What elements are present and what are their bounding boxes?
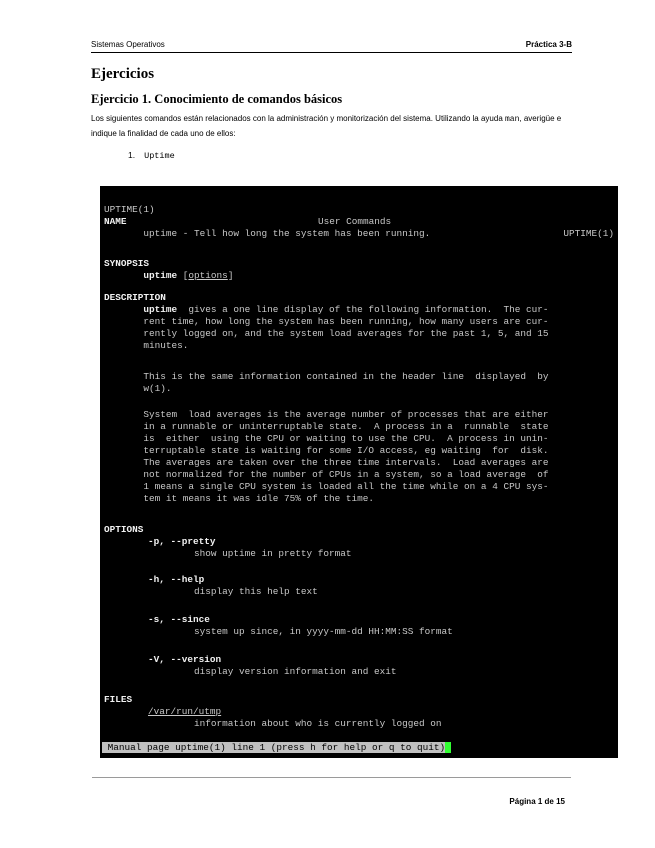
man-header-left: UPTIME(1)	[104, 204, 155, 215]
name-heading: NAME	[104, 216, 127, 227]
description-line: minutes.	[104, 340, 189, 351]
files-description: information about who is currently logged on	[194, 718, 442, 729]
description-line: not normalized for the number of CPUs in a system, so a load average of	[104, 469, 549, 480]
description-heading: DESCRIPTION	[104, 292, 166, 303]
intro-man: man	[505, 115, 520, 124]
description-line: rent time, how long the system has been running, how many users are cur‐	[104, 316, 549, 327]
header-course: Sistemas Operativos	[91, 40, 165, 49]
pager-status-text: Manual page uptime(1) line 1 (press h for help or q to quit)	[102, 742, 446, 753]
description-command: uptime	[143, 304, 178, 315]
intro-paragraph	[91, 112, 573, 141]
description-line: tem it means it was idle 75% of the time.	[104, 493, 375, 504]
option-flag: -p, --pretty	[148, 536, 216, 547]
synopsis-options: options	[188, 270, 228, 281]
description-line: This is the same information contained in the header line displayed by	[104, 371, 549, 382]
description-first-line	[104, 304, 548, 316]
exercise-title: Ejercicio 1. Conocimiento de comandos básicos	[91, 92, 343, 106]
description-line: is either using the CPU or waiting to use the CPU. A process in unin‐	[104, 433, 549, 444]
synopsis-heading: SYNOPSIS	[104, 258, 150, 269]
files-path: /var/run/utmp	[148, 706, 222, 717]
option-description: display version information and exit	[194, 666, 397, 677]
section-title: Ejercicios	[91, 66, 155, 82]
terminal-cursor	[445, 742, 451, 753]
option-description: display this help text	[194, 586, 318, 597]
man-header-center: User Commands	[318, 216, 392, 227]
option-description: system up since, in yyyy-mm-dd HH:MM:SS format	[194, 626, 453, 637]
description-line: 1 means a single CPU system is loaded all the time while on a 4 CPU sys‐	[104, 481, 549, 492]
option-flag: -h, --help	[148, 574, 205, 585]
list-command: Uptime	[144, 151, 175, 161]
synopsis-line: uptime [options]	[143, 270, 234, 281]
option-flag: -s, --since	[148, 614, 210, 625]
options-heading: OPTIONS	[104, 524, 144, 535]
description-line: The averages are taken over the three time intervals. Load averages are	[104, 457, 549, 468]
description-line: in a runnable or uninterruptable state. A process in a runnable state	[104, 421, 549, 432]
list-item-uptime	[128, 150, 175, 161]
page-header	[91, 40, 572, 53]
option-description: show uptime in pretty format	[194, 548, 352, 559]
description-line: System load averages is the average number of processes that are either	[104, 409, 549, 420]
files-heading: FILES	[104, 694, 133, 705]
list-number: 1.	[128, 150, 136, 160]
name-text: uptime - Tell how long the system has been running.	[104, 228, 431, 239]
pager-status-line	[102, 742, 451, 754]
description-first-rest: gives a one line display of the following information. The cur‐	[177, 304, 549, 315]
synopsis-command: uptime	[143, 270, 178, 281]
terminal-screenshot	[100, 186, 618, 758]
page-number: Página 1 de 15	[509, 797, 565, 806]
description-line: w(1).	[104, 383, 172, 394]
option-flag: -V, --version	[148, 654, 222, 665]
header-practice: Práctica 3-B	[525, 40, 572, 49]
intro-text-after: , averigüe e indique la finalidad de cada uno de ellos:	[91, 114, 562, 138]
description-line: terruptable state is waiting for some I/O access, eg waiting for disk.	[104, 445, 549, 456]
man-header-right: UPTIME(1)	[563, 228, 614, 239]
intro-text-before: Los siguientes comandos están relacionados con la administración y monitorización del sistema. Utilizando la ayuda	[91, 114, 505, 123]
footer-divider	[92, 777, 571, 778]
description-line: rently logged on, and the system load averages for the past 1, 5, and 15	[104, 328, 549, 339]
